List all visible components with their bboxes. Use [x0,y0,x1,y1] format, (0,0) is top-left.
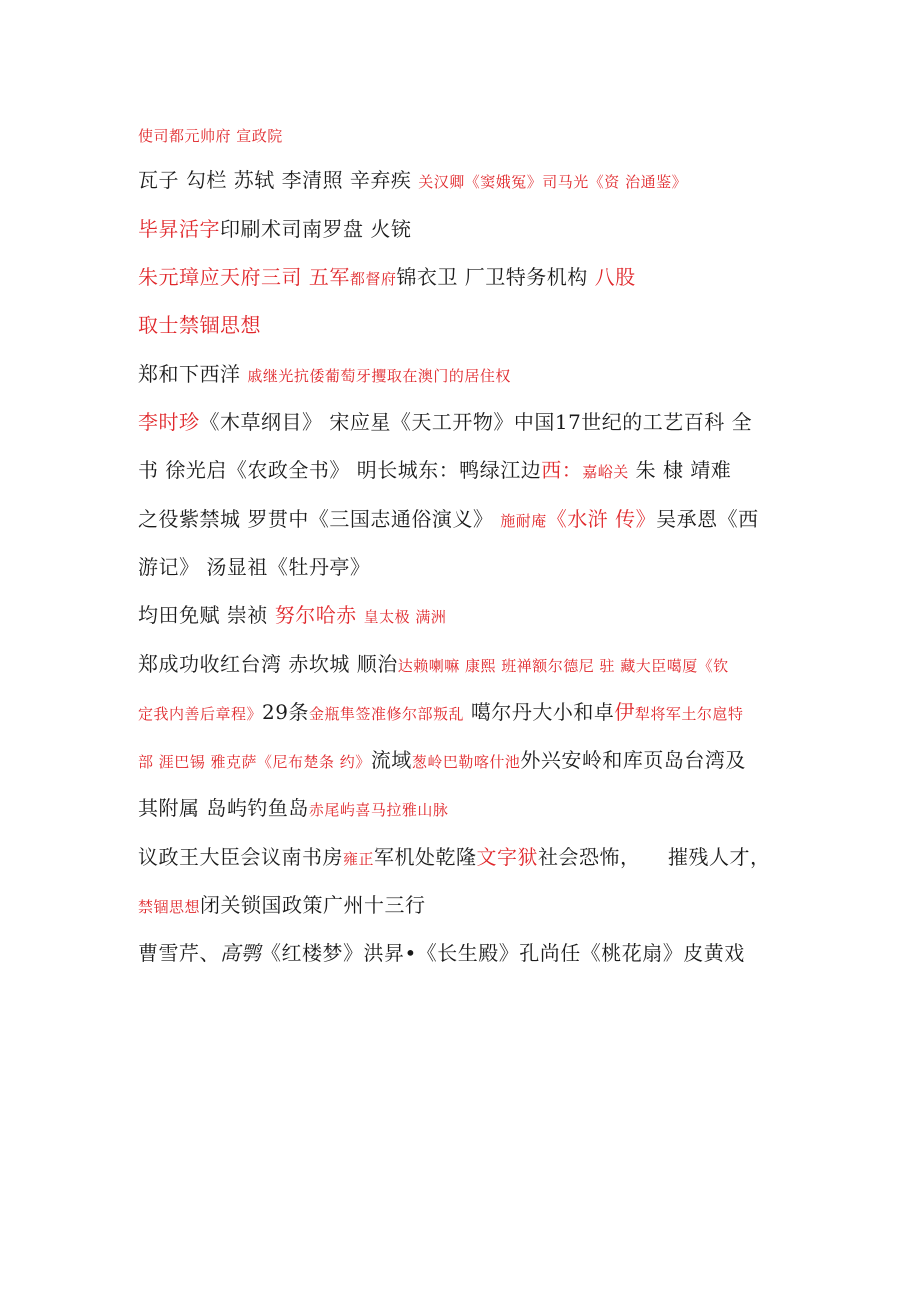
line-8-seg-3: 嘉峪关 [582,463,629,481]
line-16-seg-4: 文字狱 [476,845,539,869]
line-16-seg-3: 军机处乾隆 [374,845,477,869]
line-14-seg-2: 流域 [370,748,412,772]
line-2-seg-1: 瓦子 勾栏 苏轼 李清照 辛弃疾 [138,168,419,192]
text-line-4 [138,263,808,293]
line-9-seg-3: 《水浒 传》 [546,507,657,531]
line-3-seg-1: 毕昇活字 [138,217,220,241]
text-line-3 [138,215,808,243]
text-line-7 [138,408,808,436]
line-15-seg-2: 赤尾屿喜马拉雅山脉 [308,801,449,819]
line-9-seg-2: 施耐庵 [500,512,547,530]
line-3-seg-2: 印刷术司南罗盘 火铳 [220,217,412,241]
line-11-seg-3: 皇太极 满洲 [363,608,447,626]
line-9-seg-4: 吴承恩《西 [656,507,759,531]
line-11-seg-1: 均田免赋 崇祯 [138,603,275,627]
line-16-seg-5: 社会恐怖， 摧残人才， [538,845,771,869]
text-line-18 [138,939,808,967]
line-1-seg-1: 使司都元帅府 宣政院 [138,127,283,145]
line-8-seg-1: 书 徐光启《农政全书》 明长城东：鸭绿江边 [138,458,542,482]
line-5-seg-1: 取士禁锢思想 [138,313,261,337]
text-line-17 [138,891,808,921]
line-13-seg-3: 金瓶隼签准修尔部叛乱 [308,705,464,723]
line-18-seg-2: 高鹗 [220,941,261,965]
line-6-seg-2: 戚继光抗倭葡萄牙攫取在澳门的居住权 [247,367,511,385]
line-18-seg-1: 曹雪芹、 [138,941,220,965]
text-line-8 [138,456,808,486]
text-line-1 [138,120,808,150]
line-13-seg-6: 犁将军土尔扈特 [634,705,744,723]
text-line-13 [138,698,808,728]
line-14-seg-3: 葱岭巴勒喀什池 [411,753,521,771]
line-14-seg-1: 部 涯巴锡 雅克萨《尼布楚条 约》 [138,753,371,771]
line-17-seg-1: 禁锢思想 [138,898,201,916]
line-4-seg-2: 都督府 [349,270,397,288]
line-8-seg-2: 西： [541,458,583,482]
line-15-seg-1: 其附属 岛屿钓鱼岛 [138,796,309,820]
line-13-seg-4: 噶尔丹大小和卓 [463,700,615,724]
line-13-seg-1: 定我内善后章程》 [138,705,263,723]
line-7-seg-1: 李时珍 [138,410,200,434]
text-line-14 [138,746,808,776]
line-12-seg-2: 达赖喇嘛 康熙 班禅额尔德尼 驻 藏大臣噶厦《钦 [397,657,729,675]
line-17-seg-2: 闭关锁国政策广州十三行 [200,893,426,917]
line-7-seg-2: 《木草纲目》 宋应星《天工开物》中国17世纪的工艺百科 全 [199,410,753,434]
line-2-seg-2: 关汉卿《窦娥冤》司马光《资 治通鉴》 [418,173,688,191]
line-16-seg-1: 议政王大臣会议南书房 [138,845,343,869]
line-9-seg-1: 之役紫禁城 罗贯中《三国志通俗演义》 [138,507,501,531]
text-line-2 [138,166,808,196]
text-line-5 [138,311,808,339]
line-18-seg-3: 《红楼梦》洪昇•《长生殿》孔尚任《桃花扇》皮黄戏 [261,941,745,965]
text-line-12 [138,650,808,680]
text-line-10 [138,553,808,581]
line-4-seg-1: 朱元璋应天府三司 五军 [138,265,350,289]
text-line-9 [138,505,808,535]
line-13-seg-2: 29条 [262,700,309,724]
line-4-seg-3: 锦衣卫 厂卫特务机构 [396,265,595,289]
line-4-seg-4: 八股 [594,265,636,289]
text-line-15 [138,794,808,824]
line-14-seg-4: 外兴安岭和库页岛台湾及 [520,748,746,772]
line-16-seg-2: 雍正 [343,850,375,868]
text-line-16 [138,843,808,873]
line-8-seg-4: 朱 棣 靖难 [628,458,732,482]
text-line-11 [138,601,808,631]
line-6-seg-1: 郑和下西洋 [138,362,248,386]
text-line-6 [138,360,808,390]
line-11-seg-2: 努尔哈赤 [274,603,364,627]
line-13-seg-5: 伊 [614,700,635,724]
line-10-seg-1: 游记》 汤显祖《牡丹亭》 [138,555,371,579]
line-12-seg-1: 郑成功收红台湾 赤坎城 顺治 [138,652,398,676]
